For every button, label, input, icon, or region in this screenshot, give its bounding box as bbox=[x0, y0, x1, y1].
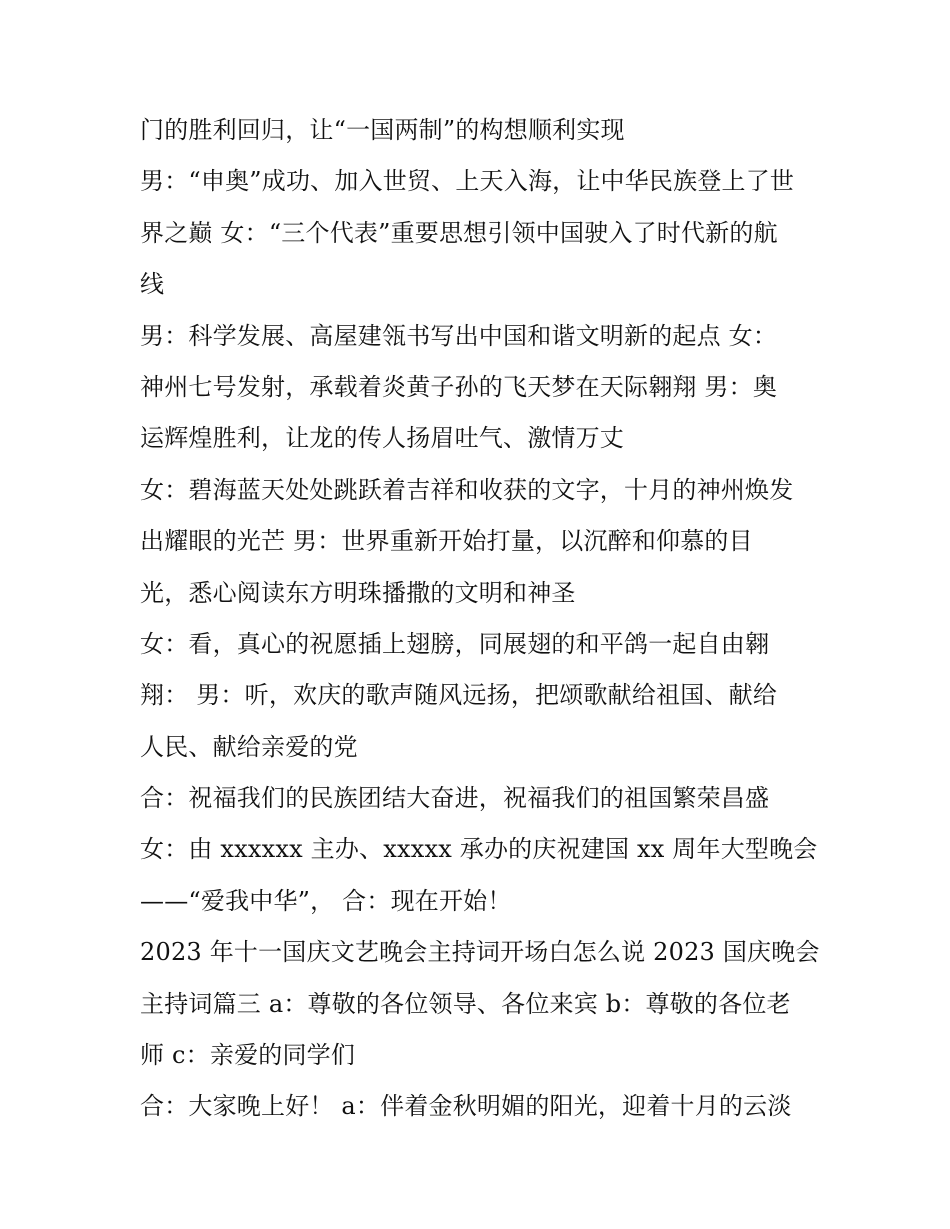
text-line: 光，悉心阅读东方明珠播撒的文明和神圣 bbox=[140, 578, 576, 607]
text-line: 师 c：亲爱的同学们 bbox=[140, 1041, 356, 1070]
document-body bbox=[140, 105, 830, 1133]
text-line: 合：大家晚上好！ a：伴着金秋明媚的阳光，迎着十月的云淡 bbox=[140, 1092, 792, 1121]
text-line: 神州七号发射，承载着炎黄子孙的飞天梦在天际翱翔 男：奥 bbox=[140, 372, 778, 401]
text-line: 线 bbox=[140, 270, 165, 299]
text-line: 运辉煌胜利，让龙的传人扬眉吐气、激情万丈 bbox=[140, 424, 624, 453]
text-line: 男：科学发展、高屋建瓴书写出中国和谐文明新的起点 女： bbox=[140, 321, 778, 350]
text-line: 界之巅 女：“三个代表”重要思想引领中国驶入了时代新的航 bbox=[140, 218, 778, 247]
text-line: 出耀眼的光芒 男：世界重新开始打量，以沉醉和仰慕的目 bbox=[140, 527, 753, 556]
text-line: 女：由 xxxxxx 主办、xxxxx 承办的庆祝建国 xx 周年大型晚会 bbox=[140, 835, 818, 864]
text-line: 门的胜利回归，让“一国两制”的构想顺利实现 bbox=[140, 116, 625, 144]
text-line: 合：祝福我们的民族团结大奋进，祝福我们的祖国繁荣昌盛 bbox=[140, 784, 770, 813]
text-line: 主持词篇三 a：尊敬的各位领导、各位来宾 b：尊敬的各位老 bbox=[140, 989, 791, 1018]
text-line: 翔： 男：听，欢庆的歌声随风远扬，把颂歌献给祖国、献给 bbox=[140, 681, 778, 710]
text-line: 2023 年十一国庆文艺晚会主持词开场白怎么说 2023 国庆晚会 bbox=[140, 938, 820, 967]
text-line: 人民、献给亲爱的党 bbox=[140, 732, 358, 761]
text-line: ——“爱我中华”， 合：现在开始！ bbox=[140, 886, 512, 915]
text-line: 女：看，真心的祝愿插上翅膀，同展翅的和平鸽一起自由翱 bbox=[140, 629, 770, 658]
text-line: 女：碧海蓝天处处跳跃着吉祥和收获的文字，十月的神州焕发 bbox=[140, 475, 794, 504]
text-line: 男：“申奥”成功、加入世贸、上天入海，让中华民族登上了世 bbox=[140, 167, 795, 196]
